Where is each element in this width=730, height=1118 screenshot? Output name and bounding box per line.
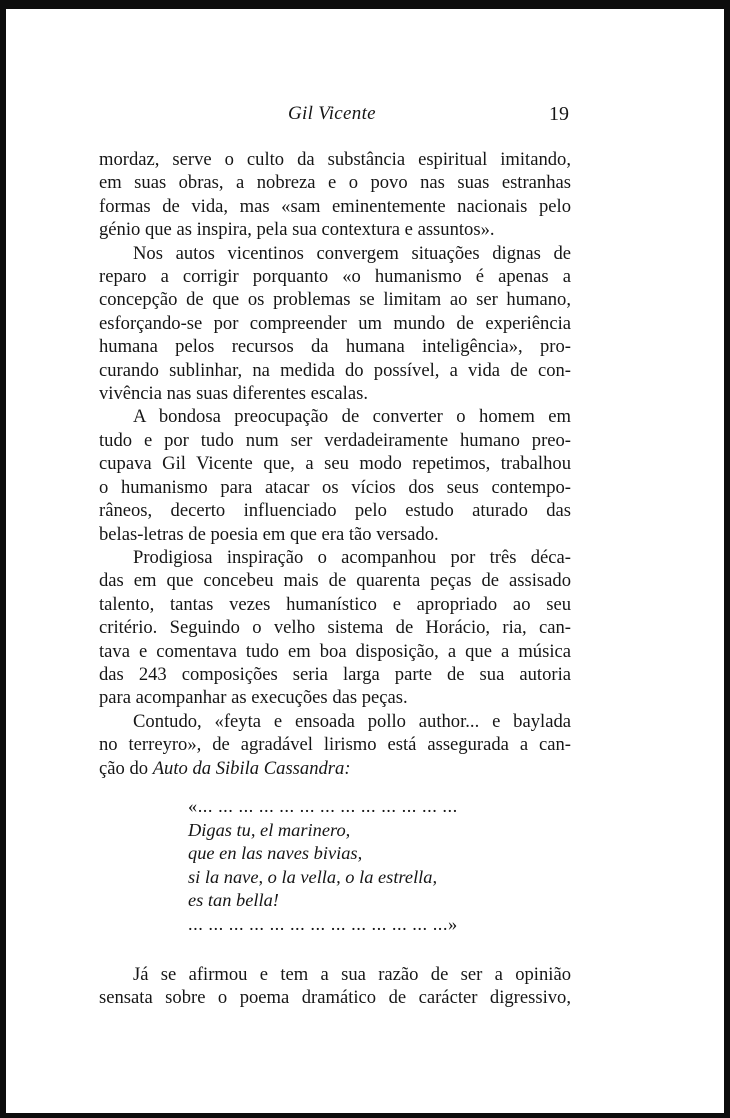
text-line: para acompanhar as execuções das peças. bbox=[99, 687, 408, 709]
text-line: sensata sobre o poema dramático de carácter digressivo, bbox=[99, 986, 571, 1008]
text-line: tava e comentava tudo em boa disposição, a que a música bbox=[99, 640, 571, 662]
paragraph-1 bbox=[99, 148, 571, 242]
paragraph-6 bbox=[99, 963, 571, 986]
paragraph-2-cont bbox=[99, 265, 571, 405]
running-head bbox=[0, 103, 730, 131]
work-title: Auto da Sibila Cassandra: bbox=[152, 757, 351, 779]
paragraph-5 bbox=[99, 710, 571, 733]
paragraph-4 bbox=[99, 546, 571, 569]
paragraph-2 bbox=[99, 242, 571, 265]
text-line: A bondosa preocupação de converter o homem em bbox=[133, 406, 571, 428]
verse-line: Digas tu, el marinero, bbox=[188, 819, 351, 840]
text-line: em suas obras, a nobreza e o povo nas suas estranhas bbox=[99, 172, 571, 194]
text-line: vivência nas suas diferentes escalas. bbox=[99, 383, 368, 405]
text-line: belas-letras de poesia em que era tão versado. bbox=[99, 523, 439, 545]
text-line: talento, tantas vezes humanístico e apropriado ao seu bbox=[99, 593, 571, 615]
text-fragment: ção do bbox=[99, 757, 153, 779]
verse-line: es tan bella! bbox=[188, 890, 279, 911]
text-line: Prodigiosa inspiração o acompanhou por três déca- bbox=[133, 546, 571, 568]
text-line: concepção de que os problemas se limitam ao ser humano, bbox=[99, 289, 571, 311]
verse-quotation bbox=[188, 795, 571, 937]
verse-line: si la nave, o la vella, o la estrella, bbox=[188, 866, 438, 887]
text-line: esforçando-se por compreender um mundo de experiência bbox=[99, 312, 571, 334]
text-line: cupava Gil Vicente que, a seu modo repetimos, trabalhou bbox=[99, 453, 571, 475]
page-number: 19 bbox=[549, 103, 569, 125]
text-line: formas de vida, mas «sam eminentemente nacionais pelo bbox=[99, 195, 571, 217]
paragraph-4-cont bbox=[99, 569, 571, 709]
text-line: das 243 composições seria larga parte de sua autoria bbox=[99, 663, 571, 685]
text-line: Já se afirmou e tem a sua razão de ser a opinião bbox=[133, 963, 571, 985]
text-line bbox=[99, 757, 571, 780]
text-line: mordaz, serve o culto da substância espiritual imitando, bbox=[99, 149, 571, 170]
text-line: génio que as inspira, pela sua contextura e assuntos». bbox=[99, 219, 495, 241]
text-line: humana pelos recursos da humana inteligência», pro- bbox=[99, 336, 571, 358]
text-line: Contudo, «feyta e ensoada pollo author... e baylada bbox=[133, 710, 571, 732]
text-line: tudo e por tudo num ser verdadeiramente humano preo- bbox=[99, 429, 571, 451]
verse-line: que en las naves bivias, bbox=[188, 843, 363, 864]
text-line: râneos, decerto influenciado pelo estudo aturado das bbox=[99, 500, 571, 522]
text-line: critério. Seguindo o velho sistema de Horácio, ria, can- bbox=[99, 617, 571, 639]
text-line: reparo a corrigir porquanto «o humanismo é apenas a bbox=[99, 266, 571, 288]
ellipsis-line-close: ... ... ... ... ... ... ... ... ... ... ... ... ...» bbox=[188, 913, 458, 934]
paragraph-3 bbox=[99, 405, 571, 428]
paragraph-3-cont bbox=[99, 429, 571, 546]
text-line: Nos autos vicentinos convergem situações dignas de bbox=[133, 242, 571, 264]
body-text bbox=[99, 148, 571, 1009]
paragraph-5-cont bbox=[99, 733, 571, 780]
ellipsis-line-open: «... ... ... ... ... ... ... ... ... ... ... ... ... bbox=[188, 795, 458, 816]
text-line: das em que concebeu mais de quarenta peças de assisado bbox=[99, 570, 571, 592]
text-line: o humanismo para atacar os vícios dos seus contempo- bbox=[99, 476, 571, 498]
text-line: no terreyro», de agradável lirismo está assegurada a can- bbox=[99, 734, 571, 756]
paragraph-6-cont bbox=[99, 986, 571, 1009]
text-line: curando sublinhar, na medida do possível, a vida de con- bbox=[99, 359, 571, 381]
running-title: Gil Vicente bbox=[288, 103, 376, 124]
